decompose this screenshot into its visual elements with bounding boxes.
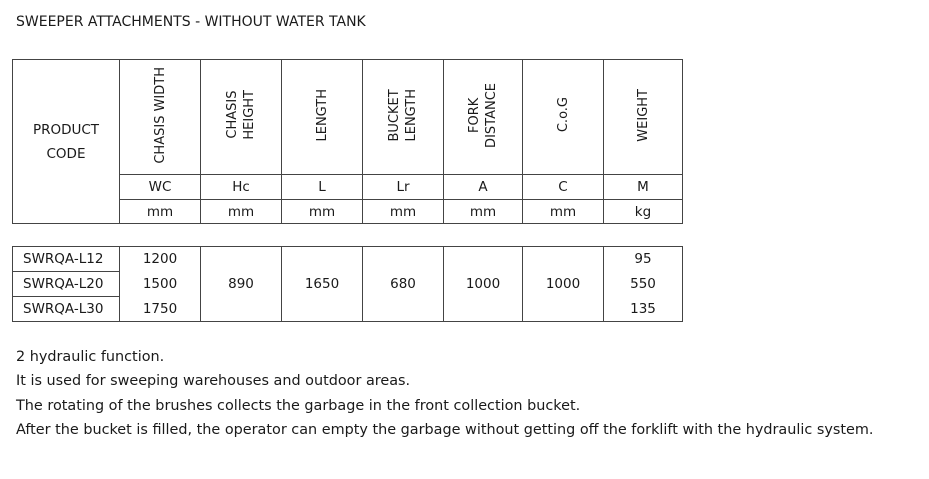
fork-distance-cell: 1000 <box>444 247 523 322</box>
spec-header-table <box>12 59 683 224</box>
col-header-fork-distance: FORK DISTANCE <box>444 60 523 175</box>
unit-cell: kg <box>604 200 683 224</box>
weight-cell: 135 <box>604 297 683 322</box>
col-header-weight: WEIGHT <box>604 60 683 175</box>
symbol-cell: WC <box>120 175 201 200</box>
weight-cell: 95 <box>604 247 683 272</box>
product-code-header: PRODUCT CODE <box>13 60 120 224</box>
cog-cell: 1000 <box>523 247 604 322</box>
unit-cell: mm <box>444 200 523 224</box>
width-cell: 1750 <box>120 297 201 322</box>
spec-data-table <box>12 246 683 322</box>
page-title: SWEEPER ATTACHMENTS - WITHOUT WATER TANK <box>16 14 366 30</box>
description-line: After the bucket is filled, the operator can empty the garbage without getting off the forklift with the hydraulic system. <box>16 421 874 438</box>
product-code-cell: SWRQA-L12 <box>13 247 120 272</box>
description-line: The rotating of the brushes collects the garbage in the front collection bucket. <box>16 397 581 414</box>
width-cell: 1500 <box>120 272 201 297</box>
col-header-chasis-width: CHASIS WIDTH <box>120 60 201 175</box>
symbol-cell: L <box>282 175 363 200</box>
height-cell: 890 <box>201 247 282 322</box>
description-line: It is used for sweeping warehouses and outdoor areas. <box>16 373 411 390</box>
col-header-chasis-height: CHASIS HEIGHT <box>201 60 282 175</box>
unit-cell: mm <box>120 200 201 224</box>
col-header-bucket-length: BUCKET LENGTH <box>363 60 444 175</box>
symbol-cell: A <box>444 175 523 200</box>
unit-cell: mm <box>201 200 282 224</box>
unit-cell: mm <box>282 200 363 224</box>
length-cell: 1650 <box>282 247 363 322</box>
table-row <box>13 247 683 272</box>
col-header-length: LENGTH <box>282 60 363 175</box>
unit-cell: mm <box>363 200 444 224</box>
col-header-cog: C.o.G <box>523 60 604 175</box>
description-line: 2 hydraulic function. <box>16 349 165 365</box>
symbol-cell: M <box>604 175 683 200</box>
product-code-cell: SWRQA-L20 <box>13 272 120 297</box>
description <box>16 345 873 442</box>
symbol-cell: Hc <box>201 175 282 200</box>
width-cell: 1200 <box>120 247 201 272</box>
unit-cell: mm <box>523 200 604 224</box>
weight-cell: 550 <box>604 272 683 297</box>
symbol-cell: Lr <box>363 175 444 200</box>
product-code-cell: SWRQA-L30 <box>13 297 120 322</box>
symbol-cell: C <box>523 175 604 200</box>
bucket-length-cell: 680 <box>363 247 444 322</box>
